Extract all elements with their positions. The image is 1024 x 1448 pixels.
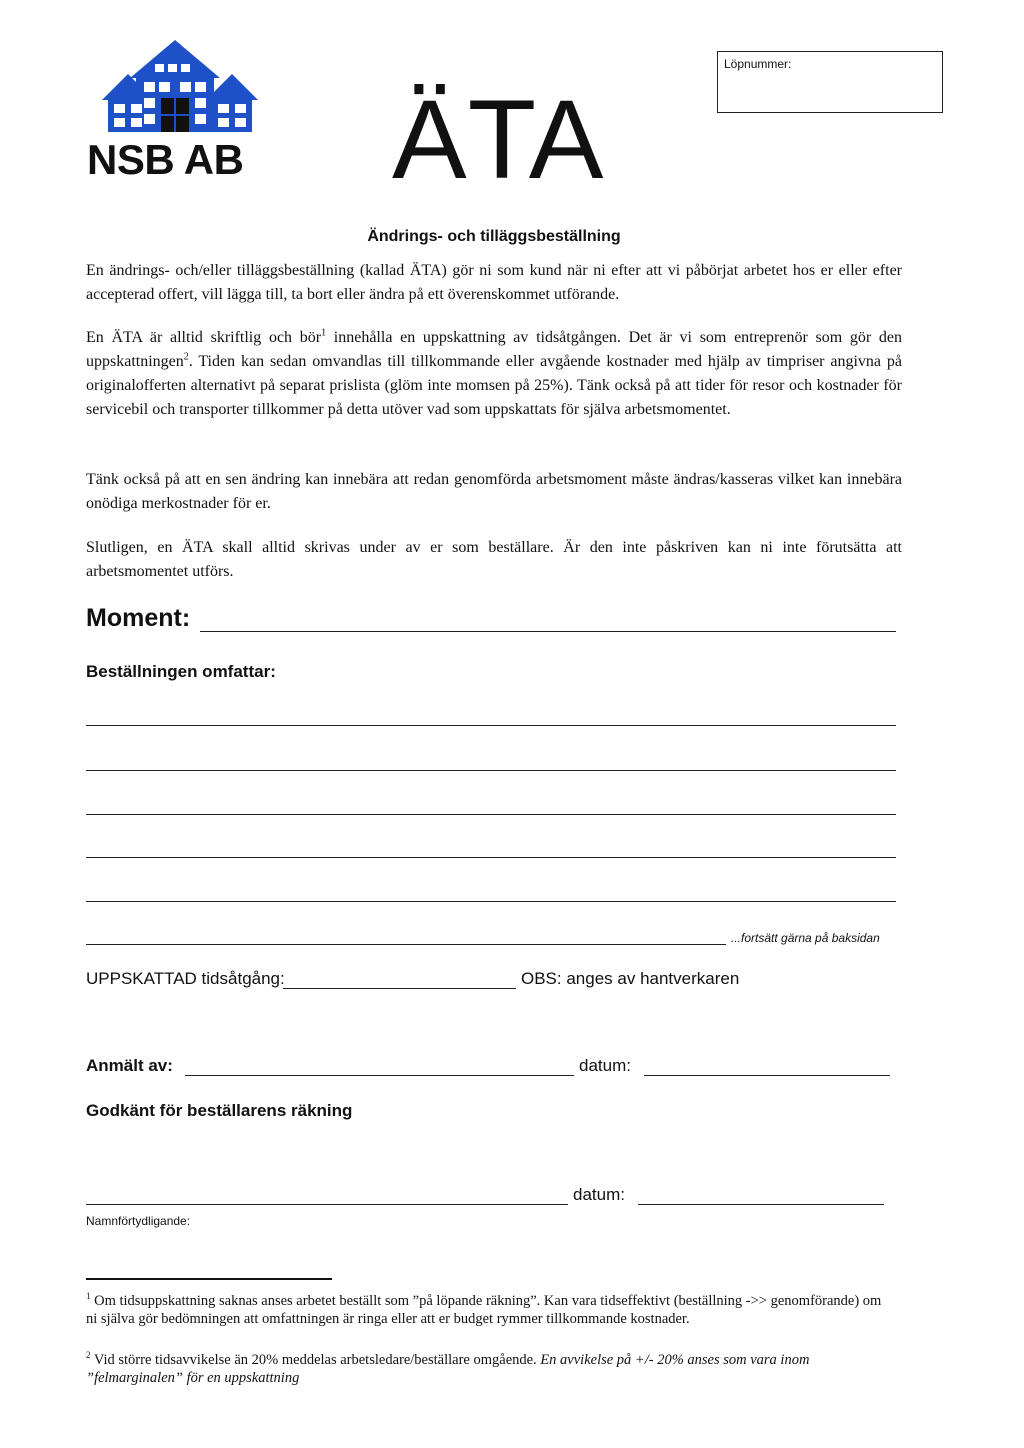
omfattar-input-line[interactable]: [86, 814, 896, 815]
signature-input-line[interactable]: [86, 1204, 568, 1205]
houses-logo-icon: [100, 38, 260, 138]
omfattar-input-line[interactable]: [86, 944, 726, 945]
omfattar-label: Beställningen omfattar:: [86, 662, 276, 681]
approved-label: Godkänt för beställarens räkning: [86, 1101, 353, 1120]
continue-note: ...fortsätt gärna på baksidan: [731, 931, 880, 945]
footnote-text: Om tidsuppskattning saknas anses arbetet beställt som ”på löpande räkning”. Kan vara tidseffektivt (beställning ->> genomförande) om ni själva gör bedömningen att omfattningen är ringa eller att er budget rymmer tillkommande kostnader.: [86, 1293, 882, 1327]
date-label: datum:: [579, 1056, 631, 1075]
intro-paragraph: En ändrings- och/eller tilläggsbeställning (kallad ÄTA) gör ni som kund när ni efter att vi påbörjat arbetet hos er eller efter accepterad offert, vill lägga till, ta bort eller ändra på ett överenskommet utförande.: [86, 262, 902, 303]
omfattar-input-line[interactable]: [86, 901, 896, 902]
date-label: datum:: [573, 1185, 625, 1204]
signature-paragraph: Slutligen, en ÄTA skall alltid skrivas under av er som beställare. Är den inte påskriven kan ni inte förutsätta att arbetsmomentet utförs.: [86, 539, 902, 580]
omfattar-input-line[interactable]: [86, 857, 896, 858]
omfattar-input-line[interactable]: [86, 725, 896, 726]
reported-by-input-line[interactable]: [185, 1075, 574, 1076]
footnote-divider: [86, 1278, 332, 1280]
paragraph-text: En ÄTA är alltid skriftlig och bör: [86, 329, 322, 346]
date-input-line[interactable]: [638, 1204, 884, 1205]
moment-label: Moment:: [86, 604, 191, 632]
date-input-line[interactable]: [644, 1075, 890, 1076]
obs-note: OBS: anges av hantverkaren: [521, 969, 740, 988]
omfattar-input-line[interactable]: [86, 770, 896, 771]
footnote-number: 2: [86, 1350, 91, 1361]
footnote-2: [86, 1351, 896, 1387]
footnote-1: [86, 1292, 896, 1328]
late-change-paragraph: Tänk också på att en sen ändring kan innebära att redan genomförda arbetsmoment måste ändras/kasseras vilket kan innebära onödiga merkostnader för er.: [86, 471, 902, 512]
estimated-time-label: UPPSKATTAD tidsåtgång:: [86, 969, 285, 988]
paragraph-text: innehålla en uppskattning av tidsåtgången. Det är vi som entreprenör som gör den uppskattningen: [86, 329, 902, 370]
name-clarification-label: Namnförtydligande:: [86, 1214, 191, 1228]
footnote-ref-2: 2: [183, 351, 189, 363]
footnote-text: Vid större tidsavvikelse än 20% meddelas arbetsledare/beställare omgående.: [90, 1352, 541, 1368]
page-title: ÄTA: [392, 77, 605, 202]
moment-input-line[interactable]: [200, 631, 896, 632]
paragraph-text: . Tiden kan sedan omvandlas till tillkommande eller avgående kostnader med hjälp av timpriser angivna på originalofferten alternativt på separat prislista (glöm inte momsen på 25%). Tänk också på att tider för resor och kostnader för servicebil och transporter tillkommer på detta utöver vad som uppskattats för själva arbetsmomentet.: [86, 353, 902, 418]
footnote-italic-text: En avvikelse på +/- 20% anses som vara inom ”felmarginalen” för en uppskattning: [86, 1352, 810, 1386]
reported-by-label: Anmält av:: [86, 1056, 173, 1075]
estimate-paragraph: [86, 326, 902, 422]
lopnummer-field[interactable]: [717, 51, 943, 113]
document-subtitle: Ändrings- och tilläggsbeställning: [367, 228, 621, 245]
estimated-time-input-line[interactable]: [283, 988, 516, 989]
lopnummer-label: Löpnummer:: [724, 57, 792, 71]
footnote-number: 1: [86, 1291, 91, 1302]
footnote-ref-1: 1: [321, 327, 327, 339]
logo-text: NSB AB: [87, 136, 244, 183]
